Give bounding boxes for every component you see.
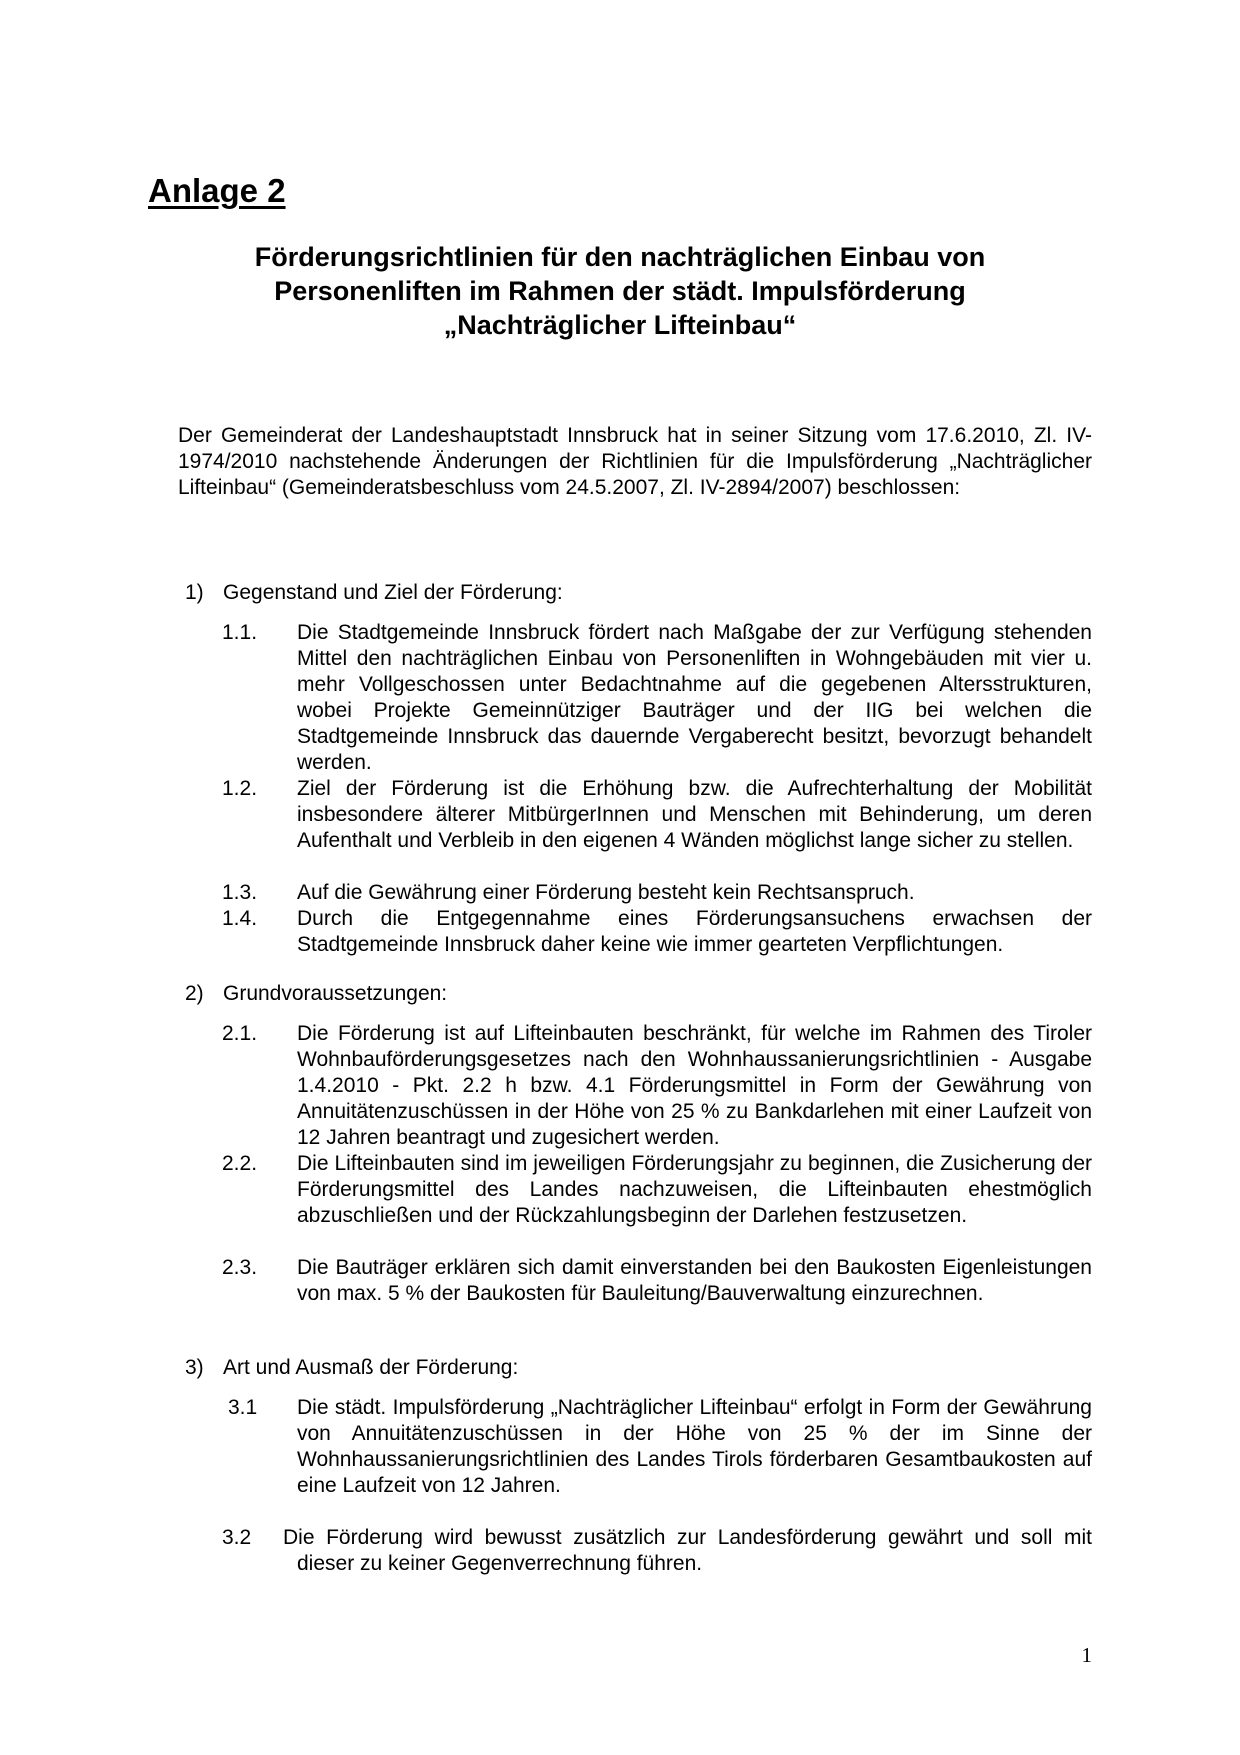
list-item [222, 1525, 1092, 1577]
item-text: Die Bauträger erklären sich damit einverstanden bei den Baukosten Eigenleistungen von max. 5 % der Baukosten für Bauleitung/Bauverwaltung einzurechnen. [297, 1256, 1092, 1305]
item-text: Die Lifteinbauten sind im jeweiligen Förderungsjahr zu beginnen, die Zusicherung der Förderungsmittel des Landes nachzuweisen, die Lifteinbauten ehestmöglich abzuschließen und der Rückzahlungsbeginn der Darlehen festzusetzen. [297, 1152, 1092, 1227]
section-title: Grundvoraussetzungen: [223, 982, 448, 1005]
document-title [148, 240, 1092, 342]
list-item [222, 776, 1092, 854]
title-line: „Nachträglicher Lifteinbau“ [443, 310, 797, 340]
section-title: Gegenstand und Ziel der Förderung: [223, 581, 563, 604]
item-text: Die Stadtgemeinde Innsbruck fördert nach Maßgabe der zur Verfügung stehenden Mittel den nachträglichen Einbau von Personenliften in Wohngebäuden mit vier u. mehr Vollgeschossen unter Bedachtnahme auf die gegebenen Altersstrukturen, wobei Projekte Gemeinnütziger Bauträger und der IIG bei welchen die Stadtgemeinde Innsbruck das dauernde Vergaberecht besitzt, bevorzugt behandelt werden. [297, 621, 1092, 774]
item-number: 1.4. [222, 907, 258, 930]
item-number: 3.1 [228, 1396, 258, 1419]
section-title: Art und Ausmaß der Förderung: [223, 1356, 519, 1379]
item-number: 1.2. [222, 777, 258, 800]
item-number: 2.2. [222, 1152, 258, 1175]
item-number: 2.3. [222, 1256, 258, 1279]
list-item [228, 1395, 1092, 1499]
title-line: Personenliften im Rahmen der städt. Impulsförderung [274, 276, 966, 306]
list-item [222, 620, 1092, 776]
item-number: 3.2 [222, 1526, 252, 1549]
item-text: Die Förderung ist auf Lifteinbauten beschränkt, für welche im Rahmen des Tiroler Wohnbauförderungsgesetzes nach den Wohnhaussanierungsrichtlinien - Ausgabe 1.4.2010 - Pkt. 2.2 h bzw. 4.1 Förderungsmittel in Form der Gewährung von Annuitätenzuschüssen in der Höhe von 25 % zu Bankdarlehen mit einer Laufzeit von 12 Jahren beantragt und zugesichert werden. [297, 1022, 1092, 1149]
section-number: 2) [185, 982, 204, 1005]
list-item [222, 1151, 1092, 1229]
section-number: 3) [185, 1356, 204, 1379]
item-number: 1.1. [222, 621, 258, 644]
intro-paragraph: Der Gemeinderat der Landeshauptstadt Innsbruck hat in seiner Sitzung vom 17.6.2010, Zl. IV-1974/2010 nachstehende Änderungen der Richtlinien für die Impulsförderung „Nachträglicher Lifteinbau“ (Gemeinderatsbeschluss vom 24.5.2007, Zl. IV-2894/2007) beschlossen: [178, 424, 1092, 499]
item-text: Auf die Gewährung einer Förderung besteht kein Rechtsanspruch. [297, 881, 915, 904]
section-heading [185, 1355, 518, 1381]
title-line: Förderungsrichtlinien für den nachträglichen Einbau von [254, 242, 986, 272]
item-number: 2.1. [222, 1022, 258, 1045]
list-item [222, 1021, 1092, 1151]
item-number: 1.3. [222, 881, 258, 904]
item-text: Ziel der Förderung ist die Erhöhung bzw. die Aufrechterhaltung der Mobilität insbesondere älterer MitbürgerInnen und Menschen mit Behinderung, um deren Aufenthalt und Verbleib in den eigenen 4 Wänden möglichst lange sicher zu stellen. [297, 777, 1092, 852]
page-number: 1 [1081, 1643, 1092, 1667]
list-item [222, 880, 1092, 906]
section-heading [185, 580, 563, 606]
item-text: Die städt. Impulsförderung „Nachträglicher Lifteinbau“ erfolgt in Form der Gewährung von Annuitätenzuschüssen in der Höhe von 25 % der im Sinne der Wohnhaussanierungsrichtlinien des Landes Tirols förderbaren Gesamtbaukosten auf eine Laufzeit von 12 Jahren. [297, 1396, 1092, 1497]
section-heading [185, 981, 447, 1007]
list-item [222, 906, 1092, 958]
annex-title: Anlage 2 [148, 172, 286, 209]
section-number: 1) [185, 581, 204, 604]
item-text: Durch die Entgegennahme eines Förderungsansuchens erwachsen der Stadtgemeinde Innsbruck daher keine wie immer gearteten Verpflichtungen. [297, 907, 1092, 956]
item-text: Die Förderung wird bewusst zusätzlich zur Landesförderung gewährt und soll mit dieser zu keiner Gegenverrechnung führen. [283, 1526, 1092, 1575]
list-item [222, 1255, 1092, 1307]
